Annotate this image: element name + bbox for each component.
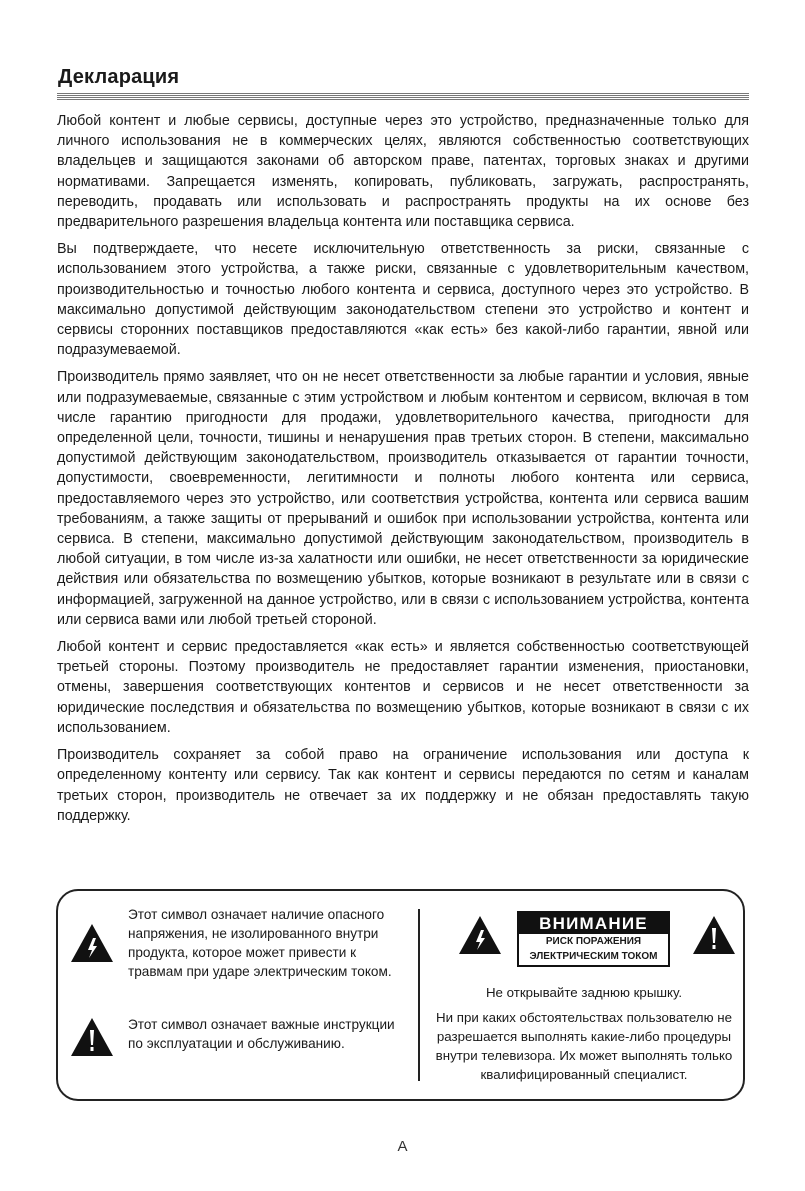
exclamation-warning-icon	[70, 1017, 114, 1062]
caution-title: ВНИМАНИЕ	[519, 913, 668, 934]
caution-label	[426, 905, 742, 967]
exclamation-symbol-text: Этот символ означает важные инструкции по эксплуатации и обслуживанию.	[128, 1017, 395, 1051]
service-text: Ни при каких обстоятельствах пользователю не разрешается выполнять какие-либо процедуры внутри телевизора. Их может выполнять только квалифицированный специалист.	[435, 1010, 733, 1082]
page-number: A	[397, 1138, 408, 1155]
title-rule	[57, 93, 749, 100]
paragraph-5: Производитель сохраняет за собой право на ограничение использования или доступа к определенному контенту или сервису. Так как контент и сервисы передаются по сетям и каналам третьих сторон, производитель не отвечает за их поддержку и не обязан предоставлять такую поддержку.	[57, 747, 749, 824]
declaration-text	[57, 111, 749, 833]
safety-warning-box	[56, 889, 745, 1101]
lightning-symbol-row	[70, 905, 400, 981]
caution-line-1: РИСК ПОРАЖЕНИЯ	[545, 936, 642, 947]
exclamation-warning-icon	[692, 915, 736, 960]
paragraph-3: Производитель прямо заявляет, что он не несет ответственности за любые гарантии и условия, явные или подразумеваемые, связанные с этим устройством и любым контентом и сервисом, включая в том числе гарантию пригодности для продажи, удовлетворительного качества, пригодности для определенной цели, точности, тишины и ненарушения прав третьих сторон. В степени, максимально допустимой действующим законодательством, производитель отказывается от гарантии точности, допустимости, своевременности, легитимности и полноты любого контента или сервиса, предоставляемого через это устройство, или соответствия устройства, контента или сервиса вашим требованиям, а также защиты от прерываний и ошибок при использовании устройства, контента или сервиса. В степени, максимально допустимой действующим законодательством, производитель в любой ситуации, в том числе из-за халатности или ошибки, не несет ответственности за юридические действия или обязательства по возмещению убытков, которые возникают в результате или в связи с информацией, загруженной на данное устройство, или в связи с использованием устройства, контента или сервиса вами или любой третьей стороной.	[57, 369, 749, 628]
no-open-text: Не открывайте заднюю крышку.	[485, 985, 683, 1000]
caution-sign	[517, 911, 670, 967]
lightning-symbol-text: Этот символ означает наличие опасного напряжения, не изолированного внутри продукта, которое может привести к травмам при ударе электрическим током.	[128, 907, 392, 979]
caution-line-2: ЭЛЕКТРИЧЕСКИМ ТОКОМ	[529, 951, 658, 962]
lightning-warning-icon	[458, 915, 502, 960]
box-divider	[418, 909, 420, 1081]
page-title: Декларация	[58, 66, 180, 88]
paragraph-2: Вы подтверждаете, что несете исключительную ответственность за риски, связанные с использованием этого устройства, а также риски, связанные с удовлетворительным качеством, производительностью и точностью любого контента и сервиса, доступного через это устройство. В максимально допустимой действующим законодательством степени это устройство и контент и сервисы сторонних поставщиков предоставляются «как есть» без какой-либо гарантии, явной или подразумеваемой.	[57, 241, 749, 359]
paragraph-1: Любой контент и любые сервисы, доступные через это устройство, предназначенные только для личного использования не в коммерческих целях, являются собственностью соответствующих владельцев и защищаются законами об авторском праве, патентах, торговых знаках и другими нормативами. Запрещается изменять, копировать, публиковать, загружать, распространять, переводить, продавать или использовать и распространять продукты на их основе без предварительного разрешения владельца контента или поставщика сервиса.	[57, 113, 749, 231]
caution-column	[426, 905, 742, 1084]
paragraph-4: Любой контент и сервис предоставляется «как есть» и является собственностью соответствующей третьей стороны. Поэтому производитель не предоставляет гарантии изменения, приостановки, отмены, завершения соответствующих контентов и сервисов и не несет ответственности за юридические последствия и обязательства по возмещению убытков, которые возникают в связи с их использованием.	[57, 639, 749, 736]
exclamation-symbol-row	[70, 1015, 400, 1062]
lightning-warning-icon	[70, 923, 114, 968]
